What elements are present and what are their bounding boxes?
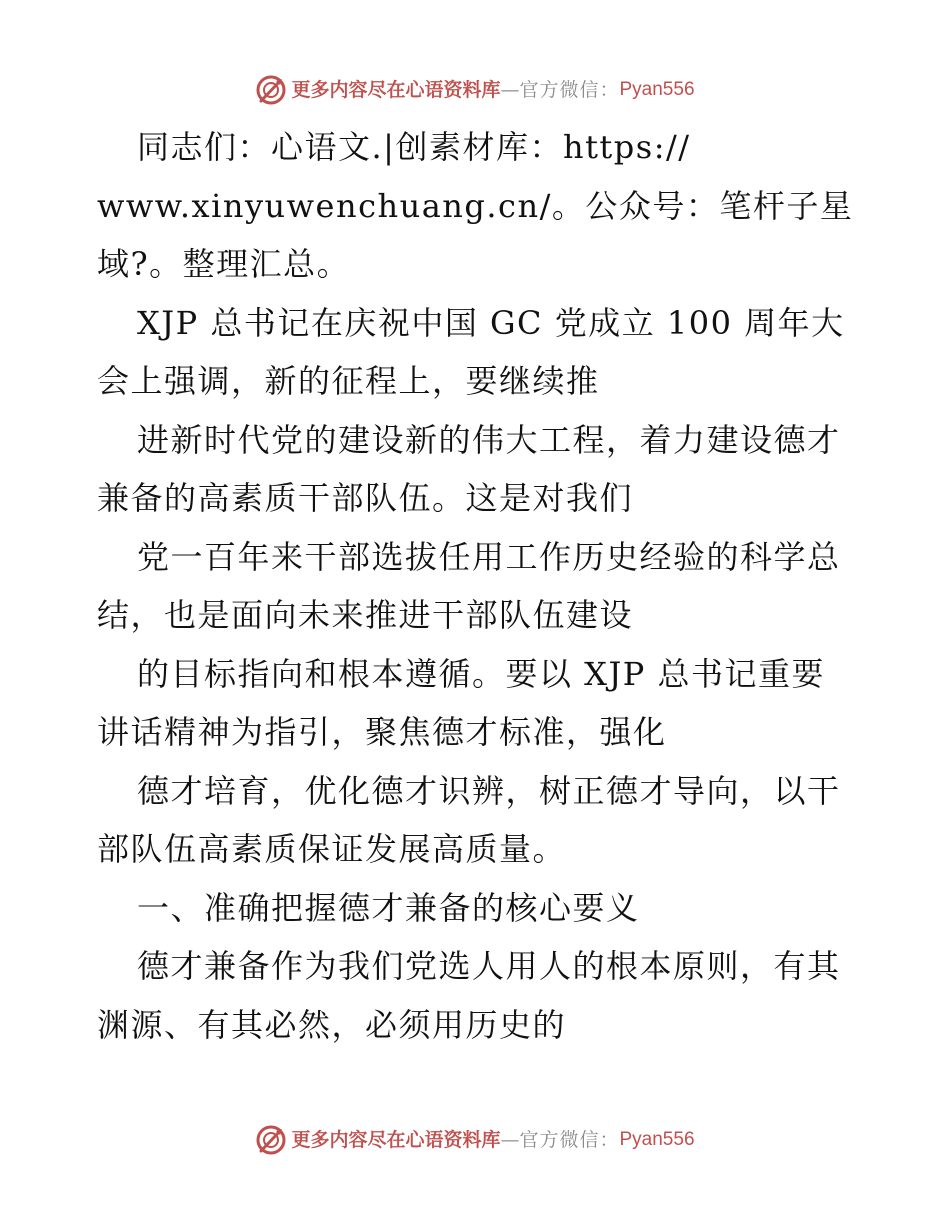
text-line: XJP 总书记在庆祝中国 GC 党成立 100 周年大 [137, 303, 845, 342]
text-line: 德才培育，优化德才识辨，树正德才导向，以干 [137, 771, 841, 810]
section-heading: 一、准确把握德才兼备的核心要义 [137, 888, 640, 927]
watermark-dash: — [500, 79, 520, 101]
text-line: 渊源、有其必然，必须用历史的 [97, 1005, 567, 1044]
brand-logo-icon [255, 1124, 287, 1156]
text-line: 会上强调，新的征程上，要继续推 [97, 362, 600, 400]
text-line: 域?。整理汇总。 [97, 245, 351, 283]
text-line: 进新时代党的建设新的伟大工程，着力建设德才 [137, 420, 841, 459]
text-line: 同志们：心语文.|创素材库：https:// [137, 128, 691, 166]
header-watermark [0, 70, 950, 110]
watermark-dash: — [500, 1129, 520, 1151]
text-line: www.xinyuwenchuang.cn/。公众号：笔杆子星 [97, 186, 854, 225]
watermark-wechat-id: Pyan556 [619, 79, 695, 100]
document-body [97, 118, 857, 1054]
text-line: 德才兼备作为我们党选人用人的根本原则，有其 [137, 947, 841, 985]
watermark-wechat-label: 官方微信： [519, 1129, 620, 1151]
text-line: 讲话精神为指引，聚焦德才标准，强化 [97, 713, 667, 751]
watermark-wechat-id: Pyan556 [619, 1129, 695, 1150]
text-line: 结，也是面向未来推进干部队伍建设 [97, 596, 634, 634]
watermark-wechat-label: 官方微信： [519, 79, 620, 101]
text-line: 党一百年来干部选拔任用工作历史经验的科学总 [137, 537, 841, 576]
footer-watermark [0, 1120, 950, 1160]
brand-logo-icon [255, 74, 287, 106]
text-line: 兼备的高素质干部队伍。这是对我们 [97, 479, 634, 517]
watermark-main-text: 更多内容尽在心语资料库 [291, 1129, 501, 1151]
text-line: 部队伍高素质保证发展高质量。 [97, 830, 567, 868]
watermark-main-text: 更多内容尽在心语资料库 [291, 79, 501, 101]
text-line: 的目标指向和根本遵循。要以 XJP 总书记重要 [137, 654, 825, 693]
